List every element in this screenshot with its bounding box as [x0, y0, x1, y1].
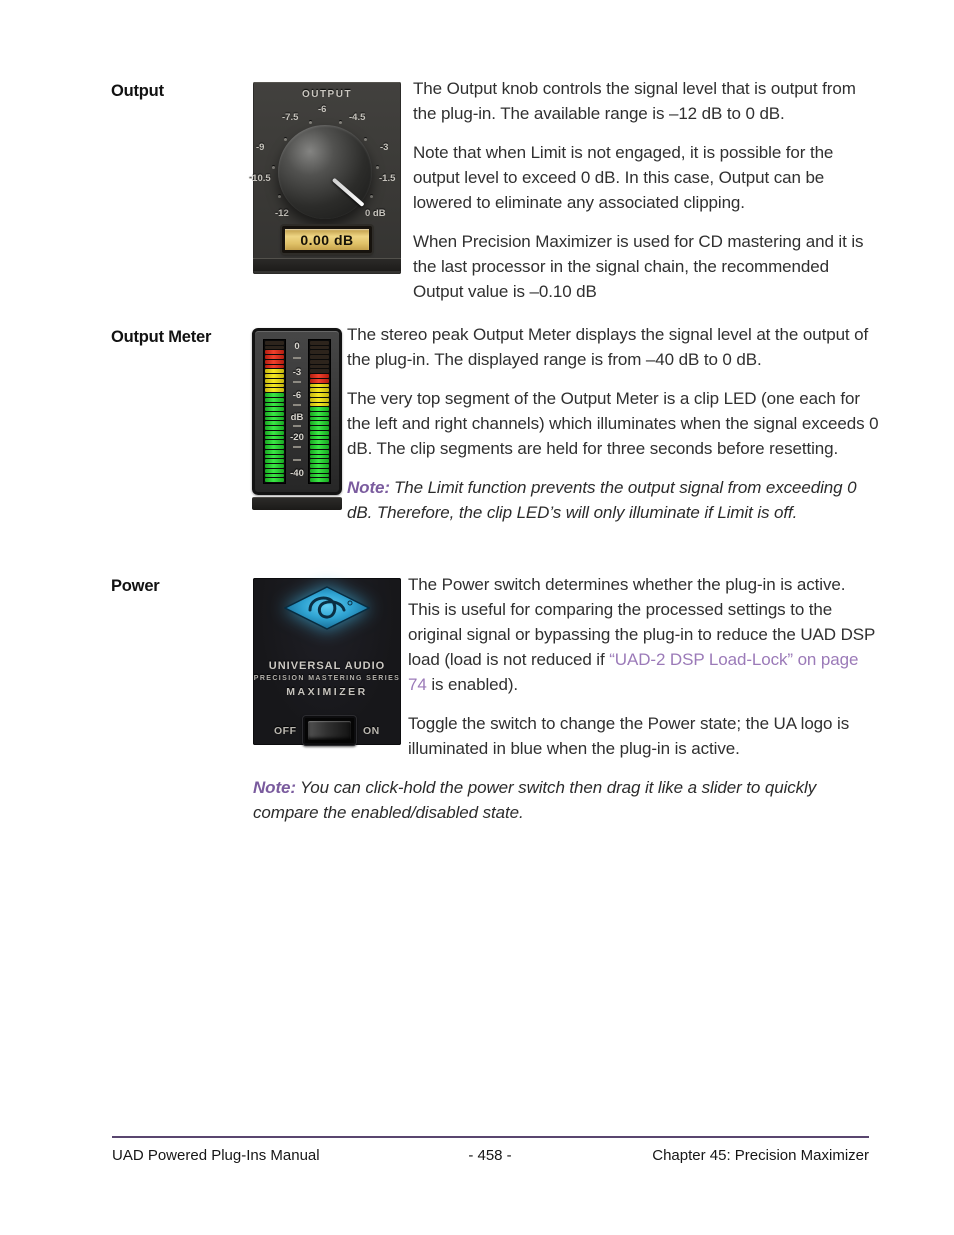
cross-reference-link[interactable]: “UAD-2 DSP Load-Lock” on page 74: [408, 650, 859, 694]
footer-chapter: Chapter 45: Precision Maximizer: [652, 1147, 869, 1164]
paragraph: The stereo peak Output Meter displays the signal level at the output of the plug-in. The displayed range is from –40 dB to 0 dB.: [347, 325, 869, 369]
led-segment-red: [265, 360, 284, 364]
led-segment-green: [310, 436, 329, 440]
led-segment-green: [310, 450, 329, 454]
led-segment-green: [265, 431, 284, 435]
led-segment-yellow: [310, 393, 329, 397]
knob-tick-label: -9: [256, 142, 265, 153]
led-segment-dim: [310, 355, 329, 359]
meter-scale-dash: [293, 459, 301, 461]
led-segment-green: [265, 450, 284, 454]
meter-leds-right: [308, 339, 331, 484]
led-segment-dim: [265, 341, 284, 345]
series-text: PRECISION MASTERING SERIES: [253, 675, 401, 682]
meter-scale-label: -6: [292, 390, 302, 401]
led-segment-green: [265, 459, 284, 463]
led-segment-green: [310, 412, 329, 416]
led-segment-green: [265, 436, 284, 440]
knob-tick-label: -4.5: [349, 112, 366, 123]
brand-text: UNIVERSAL AUDIO: [268, 660, 386, 672]
led-segment-green: [265, 417, 284, 421]
led-segment-red: [265, 355, 284, 359]
led-segment-green: [265, 469, 284, 473]
knob-scale-dot: [309, 121, 312, 124]
knob-tick-label: -7.5: [282, 112, 299, 123]
meter-scale-dash: [293, 404, 301, 406]
meter-scale-label: -40: [290, 468, 304, 479]
meter-scale-dash: [293, 425, 301, 427]
led-segment-green: [310, 474, 329, 478]
led-segment-dim: [310, 346, 329, 350]
footer-rule: [112, 1136, 869, 1138]
note-text: The Limit function prevents the output signal from exceeding 0 dB. Therefore, the clip LED’s will only illuminate if Limit is off.: [347, 478, 857, 522]
section-heading-power: Power: [111, 577, 160, 595]
led-segment-green: [310, 445, 329, 449]
led-segment-red: [310, 374, 329, 378]
paragraph: Note that when Limit is not engaged, it is possible for the output level to exceed 0 dB. In this case, Output can be lowered to eliminate any associated clipping.: [413, 143, 834, 212]
power-description: [408, 572, 878, 775]
led-segment-green: [265, 445, 284, 449]
led-segment-green: [265, 474, 284, 478]
led-segment-green: [265, 478, 284, 482]
led-segment-green: [310, 417, 329, 421]
led-segment-dim: [310, 350, 329, 354]
power-text-before-link: The Power switch determines whether the plug-in is active. This is useful for comparing the processed settings to the original signal or bypassing the plug-in to reduce the UAD DSP load (load is not reduced if: [408, 575, 875, 669]
meter-scale-dash: [293, 357, 301, 359]
note-paragraph: [347, 475, 879, 525]
output-knob-image: [249, 82, 401, 274]
knob-tick-label: -12: [275, 208, 289, 219]
meter-scale-label: 0: [294, 341, 300, 352]
led-segment-green: [265, 393, 284, 397]
meter-scale-dash: [293, 381, 301, 383]
led-segment-green: [265, 403, 284, 407]
led-segment-green: [265, 464, 284, 468]
led-segment-yellow: [310, 384, 329, 388]
knob-title: OUTPUT: [301, 89, 353, 100]
paragraph: The Output knob controls the signal level that is output from the plug-in. The available range is –12 dB to 0 dB.: [413, 79, 856, 123]
paragraph: [408, 572, 878, 697]
led-segment-green: [310, 455, 329, 459]
led-segment-dim: [265, 346, 284, 350]
led-segment-yellow: [265, 374, 284, 378]
note-label: Note:: [253, 778, 296, 797]
bottom-note: [253, 775, 875, 839]
output-value: 0.00 dB: [300, 231, 354, 248]
meter-scale-label: -20: [290, 432, 304, 443]
knob-scale-dot: [376, 166, 379, 169]
paragraph: When Precision Maximizer is used for CD mastering and it is the last processor in the signal chain, the recommended Output value is –0.10 dB: [413, 232, 864, 301]
led-segment-green: [310, 469, 329, 473]
led-segment-yellow: [265, 388, 284, 392]
led-segment-green: [310, 407, 329, 411]
led-segment-green: [265, 440, 284, 444]
section-heading-output: Output: [111, 82, 164, 100]
led-segment-green: [310, 464, 329, 468]
led-segment-green: [310, 478, 329, 482]
note-paragraph: [253, 775, 875, 825]
knob-tick-label: -6: [318, 104, 327, 115]
led-segment-red: [310, 379, 329, 383]
led-segment-green: [265, 421, 284, 425]
power-switch-rocker: [308, 721, 351, 740]
knob-scale-dot: [272, 166, 275, 169]
output-meter-description: [347, 322, 879, 539]
footer-page-number: - 458 -: [468, 1147, 512, 1164]
led-segment-green: [265, 407, 284, 411]
power-switch: [302, 715, 357, 746]
footer-manual-title: UAD Powered Plug-Ins Manual: [112, 1147, 320, 1164]
paragraph: The very top segment of the Output Meter is a clip LED (one each for the left and right channels) which illuminates when the signal exceeds 0 dB. The clip segments are held for three seconds before resetting.: [347, 389, 879, 458]
knob-tick-label: -1.5: [379, 173, 396, 184]
model-text: MAXIMIZER: [286, 686, 368, 698]
led-segment-yellow: [310, 388, 329, 392]
switch-on-label: ON: [363, 725, 380, 737]
led-segment-green: [310, 421, 329, 425]
panel-strip: [252, 497, 342, 510]
led-segment-green: [310, 440, 329, 444]
meter-leds-left: [263, 339, 286, 484]
led-segment-green: [265, 398, 284, 402]
note-text: You can click-hold the power switch then drag it like a slider to quickly compare the enabled/disabled state.: [253, 778, 817, 822]
meter-scale-dash: [293, 446, 301, 448]
output-description: [413, 76, 875, 318]
knob-scale-dot: [284, 138, 287, 141]
note-label: Note:: [347, 478, 390, 497]
led-segment-dim: [310, 360, 329, 364]
output-knob: [278, 125, 372, 219]
section-heading-output-meter: Output Meter: [111, 328, 212, 346]
led-segment-yellow: [265, 369, 284, 373]
led-segment-green: [265, 426, 284, 430]
ua-logo-icon: [284, 586, 370, 630]
knob-tick-label: 0 dB: [365, 208, 386, 219]
led-segment-dim: [310, 365, 329, 369]
led-segment-yellow: [310, 398, 329, 402]
switch-off-label: OFF: [274, 725, 297, 737]
led-segment-green: [310, 459, 329, 463]
panel-strip: [253, 258, 401, 271]
knob-scale-dot: [339, 121, 342, 124]
led-segment-dim: [310, 369, 329, 373]
knob-scale-dot: [364, 138, 367, 141]
knob-scale-dot: [370, 195, 373, 198]
paragraph: Toggle the switch to change the Power state; the UA logo is illuminated in blue when the plug-in is active.: [408, 714, 850, 758]
power-text-after-link: is enabled).: [426, 675, 519, 694]
led-segment-green: [310, 431, 329, 435]
led-segment-red: [265, 365, 284, 369]
led-segment-yellow: [265, 379, 284, 383]
led-segment-green: [265, 412, 284, 416]
led-segment-yellow: [265, 384, 284, 388]
led-segment-green: [265, 455, 284, 459]
output-value-display: [282, 226, 372, 253]
led-segment-green: [310, 426, 329, 430]
power-image: [253, 578, 401, 745]
led-segment-red: [265, 350, 284, 354]
knob-tick-label: -10.5: [249, 173, 271, 184]
knob-tick-label: -3: [380, 142, 389, 153]
knob-scale-dot: [278, 195, 281, 198]
meter-frame: [252, 328, 342, 495]
meter-scale-label: -3: [292, 367, 302, 378]
led-segment-dim: [310, 341, 329, 345]
led-segment-yellow: [310, 403, 329, 407]
meter-scale-label: dB: [290, 412, 304, 423]
